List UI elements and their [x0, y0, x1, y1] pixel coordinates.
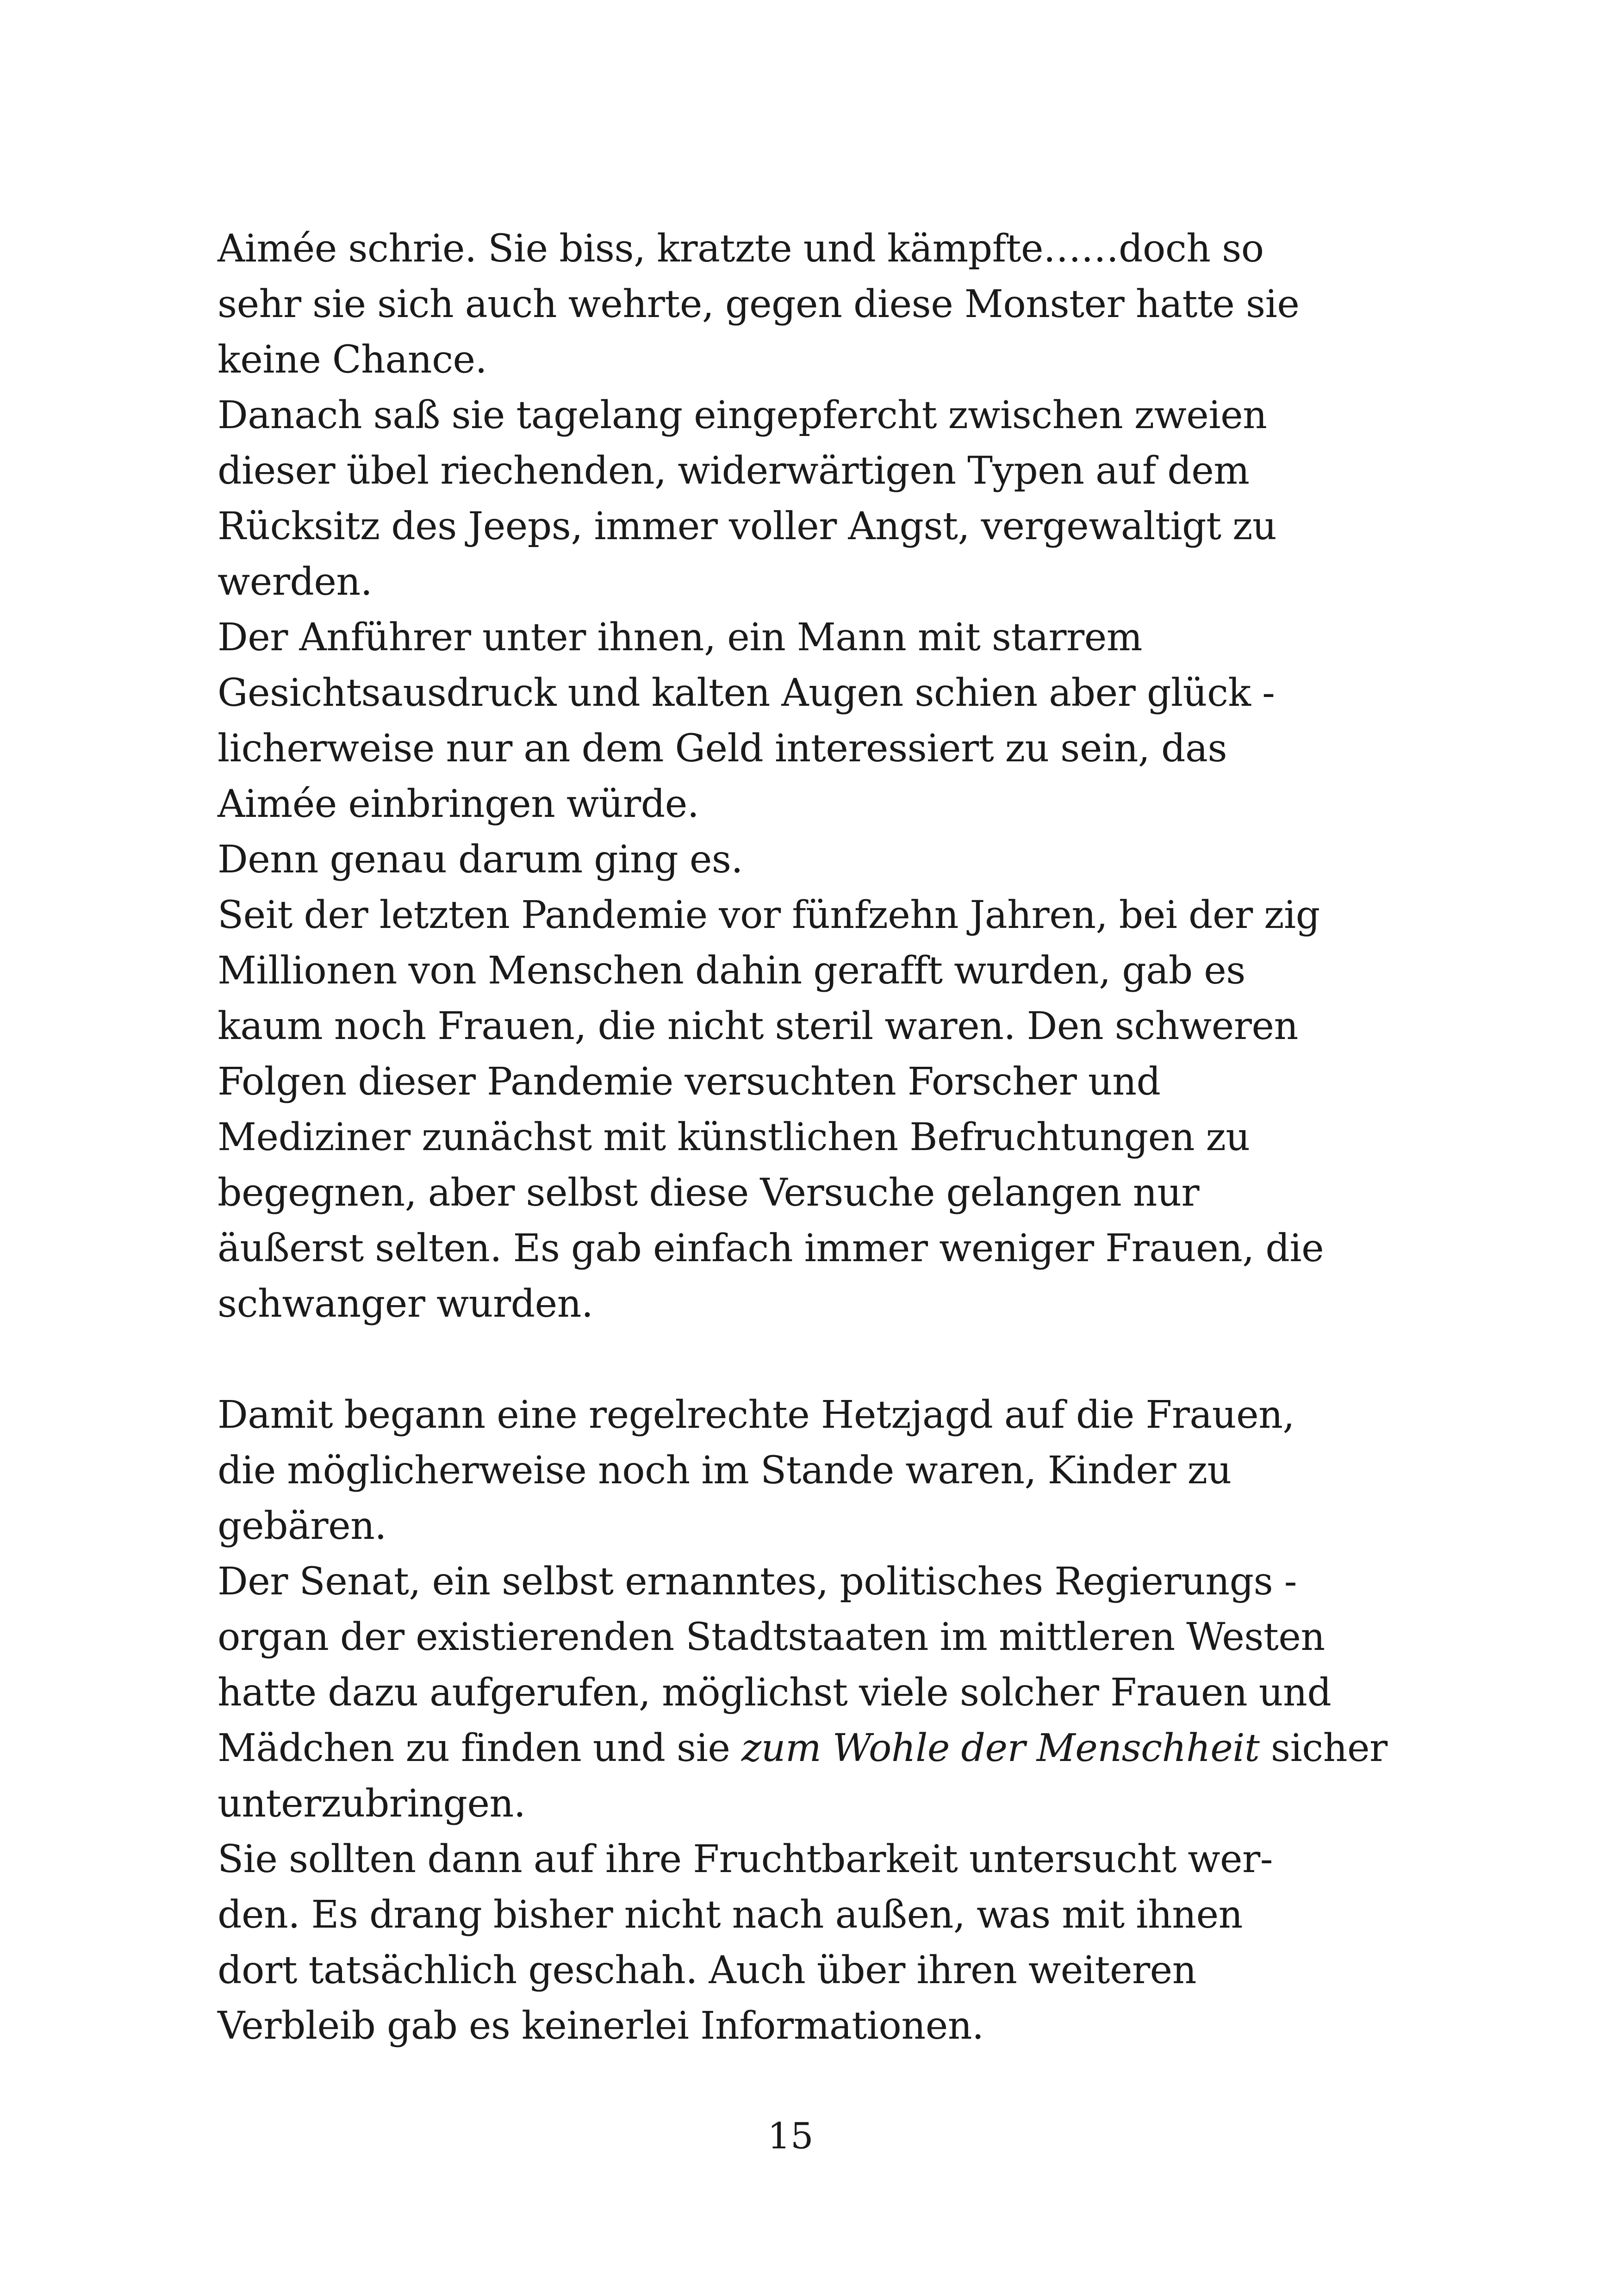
paragraph-gap: [218, 1332, 1402, 1388]
text-segment: Mädchen zu finden und sie: [218, 1726, 730, 1770]
text-line: hatte dazu aufgerufen, möglichst viele solcher Frauen und: [218, 1671, 1332, 1715]
text-line: Aimée schrie. Sie biss, kratzte und kämpfte……doch so: [218, 227, 1264, 271]
text-line: Damit begann eine regelrechte Hetzjagd auf die Frauen,: [218, 1393, 1295, 1437]
text-line: Verbleib gab es keinerlei Informationen.: [218, 2004, 984, 2048]
text-line: licherweise nur an dem Geld interessiert zu sein, das: [218, 727, 1227, 771]
text-line: organ der existierenden Stadtstaaten im mittleren Westen: [218, 1615, 1325, 1659]
text-line: Der Anführer unter ihnen, ein Mann mit starrem: [218, 616, 1142, 660]
text-line: kaum noch Frauen, die nicht steril waren. Den schweren: [218, 1004, 1298, 1048]
text-line: Folgen dieser Pandemie versuchten Forscher und: [218, 1060, 1161, 1104]
text-line: werden.: [218, 560, 373, 604]
text-line: unterzubringen.: [218, 1782, 526, 1826]
text-line: Rücksitz des Jeeps, immer voller Angst, vergewaltigt zu: [218, 504, 1277, 548]
text-line: dort tatsächlich geschah. Auch über ihren weiteren: [218, 1948, 1197, 1992]
emphasis-text: zum Wohle der Menschheit: [741, 1726, 1260, 1770]
text-line: Der Senat, ein selbst ernanntes, politisches Regierungs -: [218, 1560, 1297, 1604]
text-line: Seit der letzten Pandemie vor fünfzehn Jahren, bei der zig: [218, 893, 1320, 937]
text-line: Sie sollten dann auf ihre Fruchtbarkeit untersucht wer-: [218, 1837, 1273, 1881]
text-segment: sicher: [1270, 1726, 1388, 1770]
text-line: keine Chance.: [218, 338, 487, 382]
text-line: Gesichtsausdruck und kalten Augen schien aber glück -: [218, 671, 1275, 715]
text-line: den. Es drang bisher nicht nach außen, was mit ihnen: [218, 1893, 1243, 1937]
text-line: Danach saß sie tagelang eingepfercht zwischen zweien: [218, 393, 1267, 437]
text-line: begegnen, aber selbst diese Versuche gelangen nur: [218, 1171, 1200, 1215]
text-line: die möglicherweise noch im Stande waren, Kinder zu: [218, 1449, 1232, 1493]
text-line: Aimée einbringen würde.: [218, 782, 699, 826]
body-text: [218, 221, 1402, 2054]
text-line: Millionen von Menschen dahin gerafft wurden, gab es: [218, 949, 1245, 993]
text-line: sehr sie sich auch wehrte, gegen diese Monster hatte sie: [218, 282, 1300, 326]
text-line: äußerst selten. Es gab einfach immer weniger Frauen, die: [218, 1226, 1324, 1270]
page-number: 15: [767, 2116, 814, 2157]
text-line: gebären.: [218, 1504, 386, 1548]
text-line: Mediziner zunächst mit künstlichen Befruchtungen zu: [218, 1115, 1250, 1159]
text-line: Denn genau darum ging es.: [218, 838, 743, 882]
text-line: schwanger wurden.: [218, 1282, 593, 1326]
text-line: dieser übel riechenden, widerwärtigen Typen auf dem: [218, 449, 1250, 493]
text-line-with-emphasis: [218, 1721, 1402, 1776]
